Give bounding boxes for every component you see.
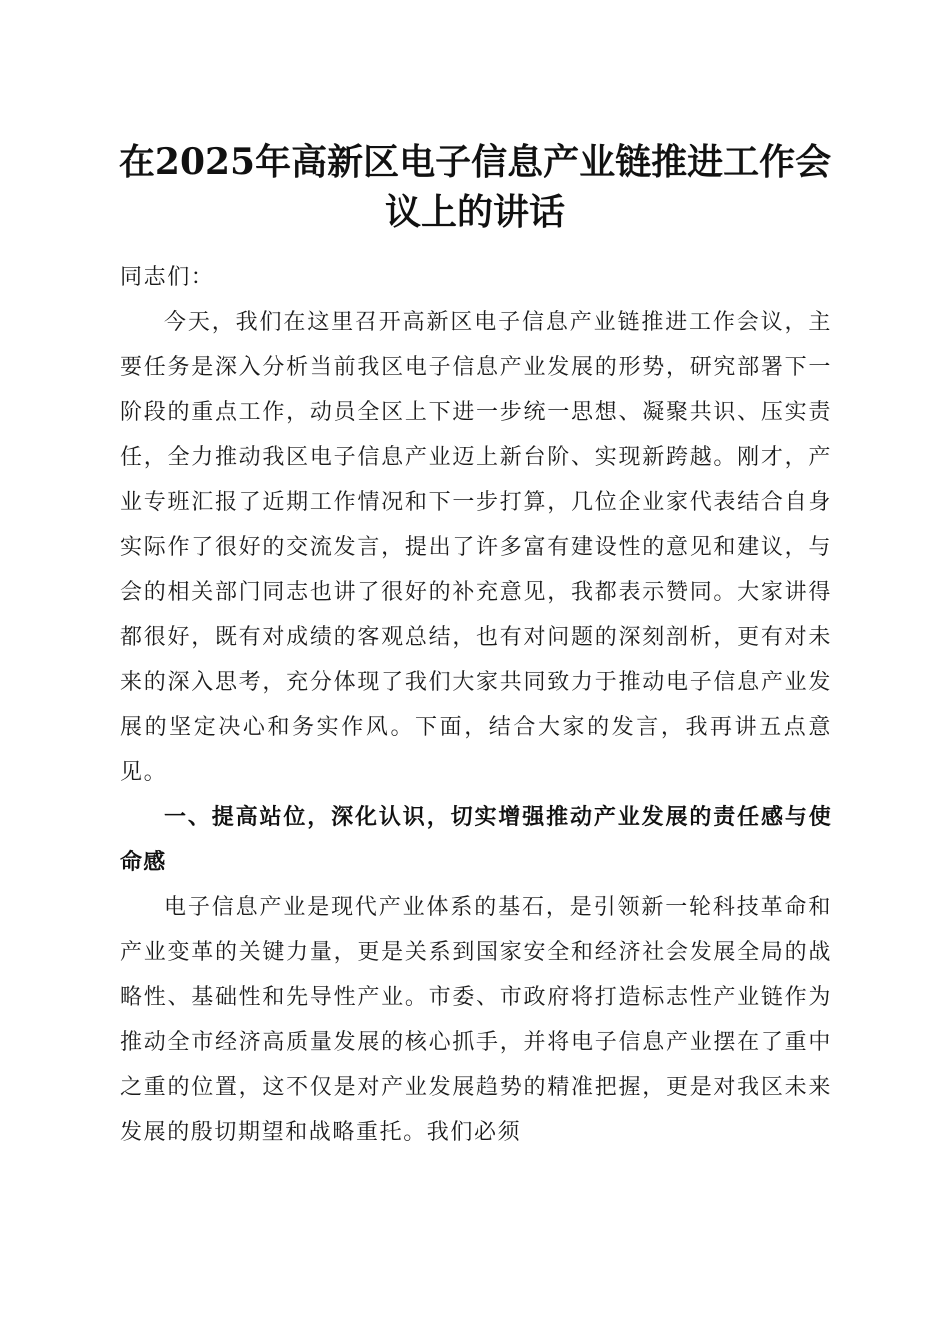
paragraph-opening: 今天，我们在这里召开高新区电子信息产业链推进工作会议，主要任务是深入分析当前我区电子信息产业发展的形势，研究部署下一阶段的重点工作，动员全区上下进一步统一思想、凝聚共识、压实责任，全力推动我区电子信息产业迈上新台阶、实现新跨越。刚才，产业专班汇报了近期工作情况和下一步打算，几位企业家代表结合自身实际作了很好的交流发言，提出了许多富有建设性的意见和建议，与会的相关部门同志也讲了很好的补充意见，我都表示赞同。大家讲得都很好，既有对成绩的客观总结，也有对问题的深刻剖析，更有对未来的深入思考，充分体现了我们大家共同致力于推动电子信息产业发展的坚定决心和务实作风。下面，结合大家的发言，我再讲五点意见。	[120, 310, 832, 785]
document-title	[110, 137, 840, 237]
section-heading-1: 一、提高站位，深化认识，切实增强推动产业发展的责任感与使命感	[120, 805, 832, 875]
title-line-2: 议上的讲话	[384, 191, 565, 233]
title-line-1: 在2025年高新区电子信息产业链推进工作会	[118, 141, 832, 183]
paragraph-section-1: 电子信息产业是现代产业体系的基石，是引领新一轮科技革命和产业变革的关键力量，更是关系到国家安全和经济社会发展全局的战略性、基础性和先导性产业。市委、市政府将打造标志性产业链作为推动全市经济高质量发展的核心抓手，并将电子信息产业摆在了重中之重的位置，这不仅是对产业发展趋势的精准把握，更是对我区未来发展的殷切期望和战略重托。我们必须	[120, 895, 832, 1145]
salutation: 同志们：	[120, 265, 215, 290]
document-body	[120, 255, 832, 1155]
